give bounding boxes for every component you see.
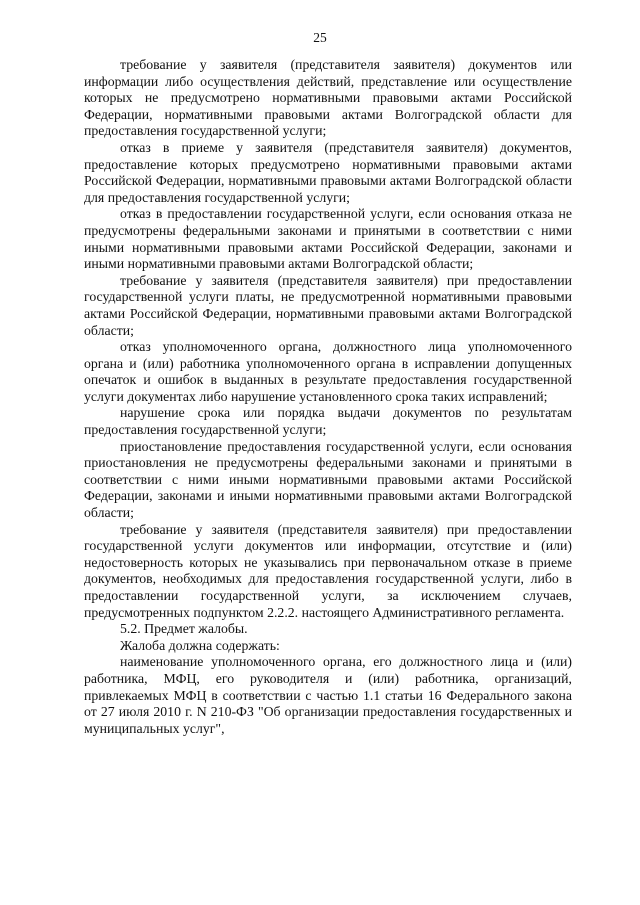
paragraph-refusal-to-accept-documents: отказ в приеме у заявителя (представителя заявителя) документов, предоставление которых предусмотрено нормативными правовыми актами Российской Федерации, нормативными правовыми актами Волгоградской области для предоставления государственной услуги; <box>84 139 572 205</box>
paragraph-issuance-deadline-violation: нарушение срока или порядка выдачи документов по результатам предоставления государственной услуги; <box>84 405 572 438</box>
paragraph-service-suspension: приостановление предоставления государственной услуги, если основания приостановления не предусмотрены федеральными законами и принятыми в соответствии с ними иными нормативными правовыми актами Российской Федерации, законами и иными нормативными правовыми актами Волгоградской области; <box>84 438 572 521</box>
section-heading-complaint-subject: 5.2. Предмет жалобы. <box>120 621 248 637</box>
paragraph-unlawful-fee-requirement: требование у заявителя (представителя заявителя) при предоставлении государственной услуги платы, не предусмотренной нормативными правовыми актами Российской Федерации, нормативными правовыми актами Волгоградской области; <box>84 272 572 338</box>
paragraph-complaint-must-contain: Жалоба должна содержать: <box>120 637 280 653</box>
paragraph-refusal-of-service: отказ в предоставлении государственной услуги, если основания отказа не предусмотрены федеральными законами и принятыми в соответствии с ними иными нормативными правовыми актами Российской Федерации, законами и иными нормативными правовыми актами Волгоградской области; <box>84 206 572 272</box>
paragraph-excess-documents-requirement: требование у заявителя (представителя заявителя) документов или информации либо осуществления действий, представление или осуществление которых не предусмотрено нормативными правовыми актами Российской Федерации, нормативными правовыми актами Волгоградской области для предоставления государственной услуги; <box>84 57 572 139</box>
paragraph-authority-name: наименование уполномоченного органа, его должностного лица и (или) работника, МФЦ, его руководителя и (или) работника, организаций, привлекаемых МФЦ в соответствии с частью 1.1 статьи 16 Федерального закона от 27 июля 2010 г. N 210-ФЗ "Об организации предоставления государственных и муниципальных услуг", <box>84 654 572 736</box>
page-number: 25 <box>313 30 327 45</box>
document-body <box>84 57 572 737</box>
paragraph-refusal-to-correct-errors: отказ уполномоченного органа, должностного лица уполномоченного органа и (или) работника уполномоченного органа в исправлении допущенных опечаток и ошибок в выданных в результате предоставления государственной услуги документах либо нарушение установленного срока таких исправлений; <box>84 339 572 404</box>
paragraph-undisclosed-documents-requirement: требование у заявителя (представителя заявителя) при предоставлении государственной услуги документов или информации, отсутствие и (или) недостоверность которых не указывались при первоначальном отказе в приеме документов, необходимых для предоставления государственной услуги, либо в предоставлении государственной услуги, за исключением случаев, предусмотренных подпунктом 2.2.2. настоящего Административного регламента. <box>84 521 572 620</box>
